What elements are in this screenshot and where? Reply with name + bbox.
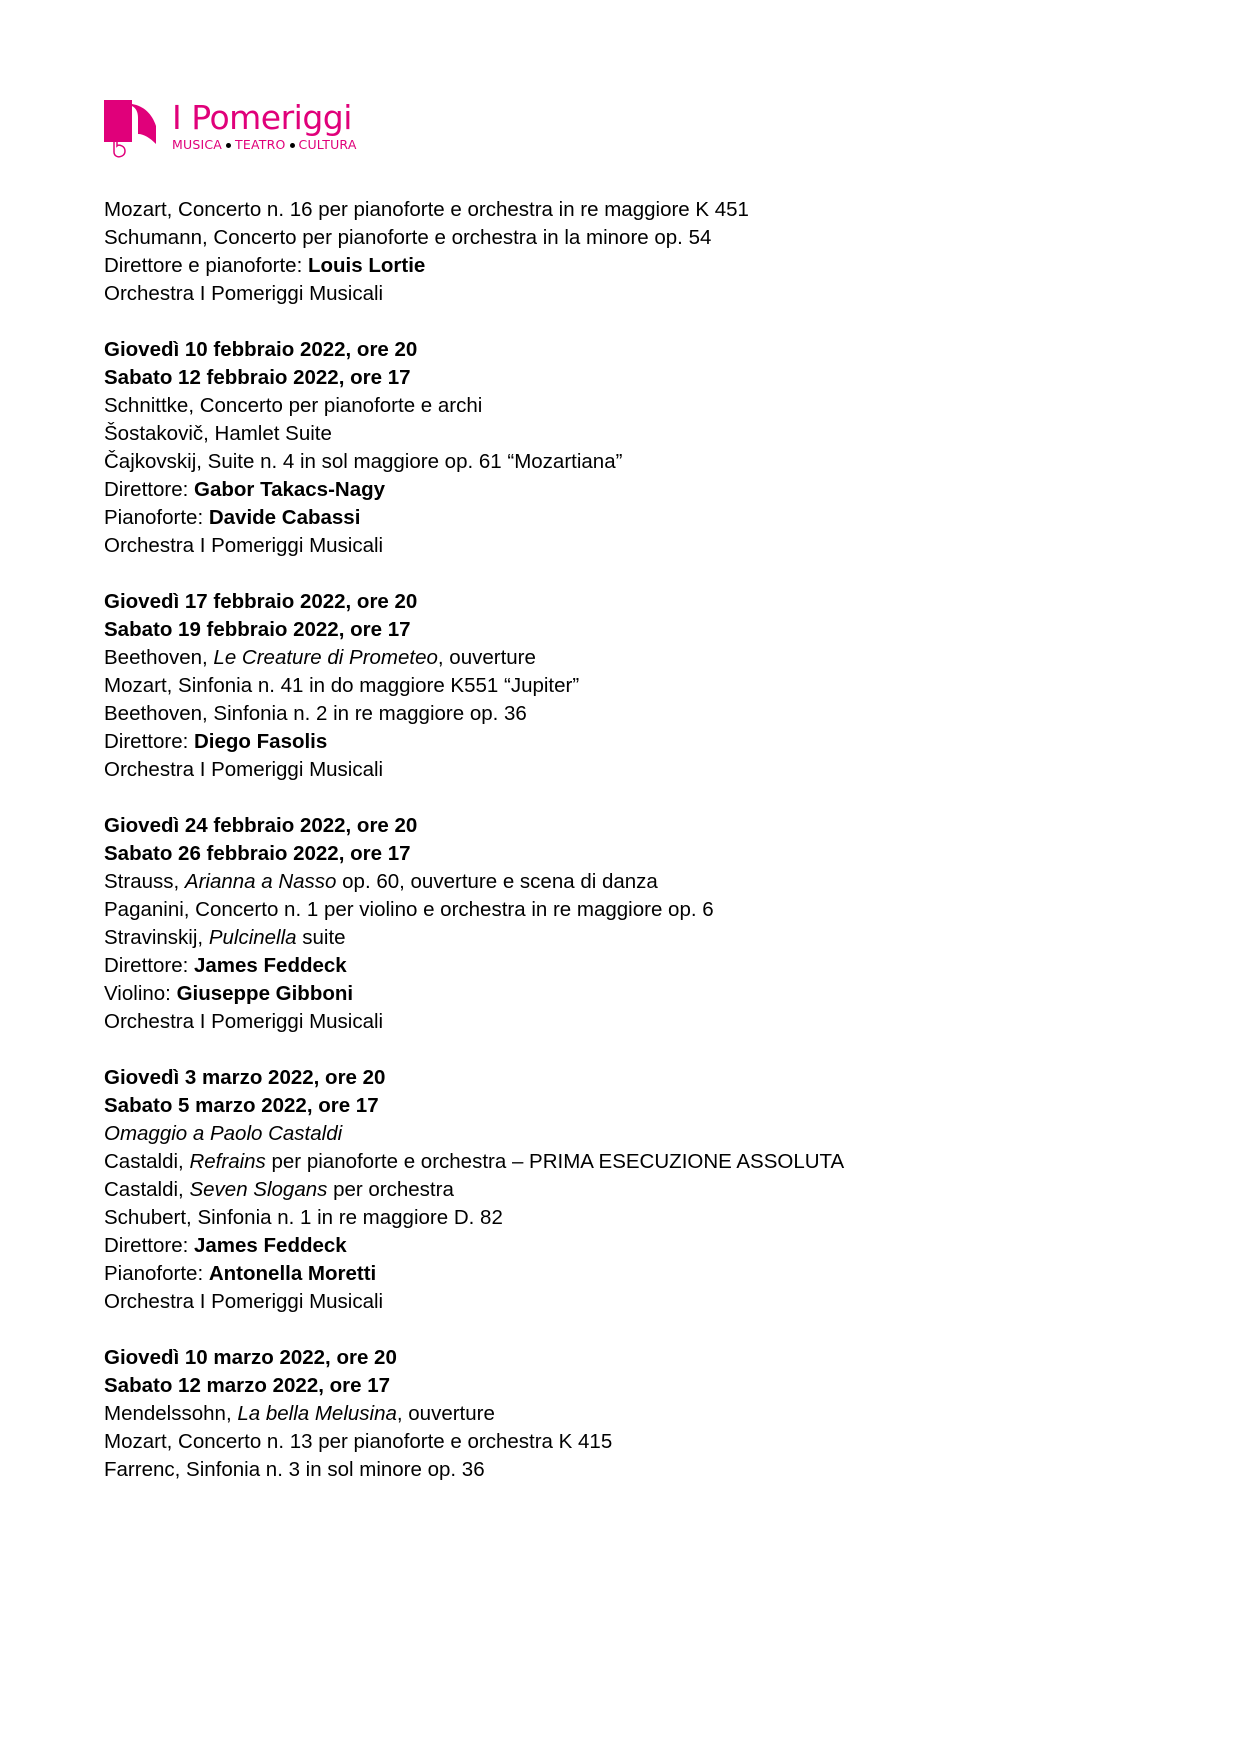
work-detail: suite [296,926,346,949]
performer-line [104,252,1144,280]
performer-name: Louis Lortie [307,254,426,277]
program-line: Mozart, Concerto n. 13 per pianoforte e orchestra K 415 [104,1430,613,1453]
performer-role: Violino: [104,982,177,1005]
concert-date: Sabato 12 febbraio 2022, ore 17 [104,366,411,389]
work-detail: per pianoforte e orchestra – PRIMA ESECUZIONE ASSOLUTA [265,1150,845,1173]
work-detail: per orchestra [327,1178,454,1201]
work-title: Pulcinella [208,926,297,949]
tagline-dot [290,143,295,148]
work-detail: , ouverture [396,1402,495,1425]
program-line: Schnittke, Concerto per pianoforte e archi [104,394,483,417]
logo-tagline [172,137,357,153]
program-line: Schumann, Concerto per pianoforte e orchestra in la minore op. 54 [104,226,712,249]
performer-line [104,1260,1144,1288]
program-line [104,1176,1144,1204]
performer-line [104,1232,1144,1260]
orchestra-line: Orchestra I Pomeriggi Musicali [104,1010,384,1033]
performer-name: Giuseppe Gibboni [176,982,354,1005]
concert-subtitle: Omaggio a Paolo Castaldi [104,1122,343,1145]
music-note-logo-icon [104,100,162,158]
logo-text [172,100,357,153]
performer-role: Pianoforte: [104,1262,209,1285]
performer-role: Direttore e pianoforte: [104,254,308,277]
tagline-cultura: CULTURA [298,137,357,152]
performer-name: Gabor Takacs-Nagy [194,478,386,501]
program-line [104,868,1144,896]
performer-role: Pianoforte: [104,506,209,529]
program-line: Mozart, Sinfonia n. 41 in do maggiore K551 “Jupiter” [104,674,580,697]
performer-role: Direttore: [104,1234,194,1257]
performer-role: Direttore: [104,478,194,501]
performer-name: Davide Cabassi [208,506,361,529]
tagline-musica: MUSICA [172,137,223,152]
orchestra-line: Orchestra I Pomeriggi Musicali [104,534,384,557]
program-line: Farrenc, Sinfonia n. 3 in sol minore op. 36 [104,1458,485,1481]
performer-role: Direttore: [104,954,194,977]
work-title: Seven Slogans [189,1178,328,1201]
tagline-teatro: TEATRO [235,137,286,152]
concert-date: Giovedì 10 marzo 2022, ore 20 [104,1346,397,1369]
concert-date: Giovedì 10 febbraio 2022, ore 20 [104,338,418,361]
composer: Castaldi, [104,1150,190,1173]
performer-name: Antonella Moretti [208,1262,377,1285]
program-line: Paganini, Concerto n. 1 per violino e orchestra in re maggiore op. 6 [104,898,714,921]
performer-line [104,476,1144,504]
program-line [104,644,1144,672]
concert-date: Sabato 19 febbraio 2022, ore 17 [104,618,411,641]
composer: Mendelssohn, [104,1402,238,1425]
performer-role: Direttore: [104,730,194,753]
program-line [104,1400,1144,1428]
composer: Beethoven, [104,646,214,669]
program-line [104,1148,1144,1176]
program-line: Čajkovskij, Suite n. 4 in sol maggiore op. 61 “Mozartiana” [104,450,623,473]
logo [104,100,357,162]
performer-name: Diego Fasolis [194,730,328,753]
program-line: Beethoven, Sinfonia n. 2 in re maggiore op. 36 [104,702,527,725]
program-line: Šostakovič, Hamlet Suite [104,422,332,445]
work-title: Le Creature di Prometeo [213,646,438,669]
work-title: Refrains [189,1150,266,1173]
concert-date: Sabato 26 febbraio 2022, ore 17 [104,842,411,865]
work-detail: , ouverture [437,646,536,669]
performer-line [104,980,1144,1008]
performer-line [104,728,1144,756]
orchestra-line: Orchestra I Pomeriggi Musicali [104,282,384,305]
logo-name: I Pomeriggi [172,98,352,137]
performer-line [104,504,1144,532]
program-line: Schubert, Sinfonia n. 1 in re maggiore D. 82 [104,1206,503,1229]
program-line [104,924,1144,952]
performer-name: James Feddeck [194,1234,347,1257]
tagline-dot [226,143,231,148]
performer-name: James Feddeck [194,954,347,977]
orchestra-line: Orchestra I Pomeriggi Musicali [104,758,384,781]
concert-program [104,196,1144,1484]
concert-date: Sabato 12 marzo 2022, ore 17 [104,1374,391,1397]
concert-date: Giovedì 3 marzo 2022, ore 20 [104,1066,386,1089]
performer-line [104,952,1144,980]
program-line: Mozart, Concerto n. 16 per pianoforte e orchestra in re maggiore K 451 [104,198,749,221]
concert-date: Giovedì 24 febbraio 2022, ore 20 [104,814,418,837]
concert-date: Sabato 5 marzo 2022, ore 17 [104,1094,379,1117]
composer: Strauss, [104,870,185,893]
work-title: La bella Melusina [237,1402,397,1425]
composer: Stravinskij, [104,926,209,949]
concert-date: Giovedì 17 febbraio 2022, ore 20 [104,590,418,613]
work-title: Arianna a Nasso [184,870,337,893]
orchestra-line: Orchestra I Pomeriggi Musicali [104,1290,384,1313]
work-detail: op. 60, ouverture e scena di danza [336,870,658,893]
composer: Castaldi, [104,1178,190,1201]
